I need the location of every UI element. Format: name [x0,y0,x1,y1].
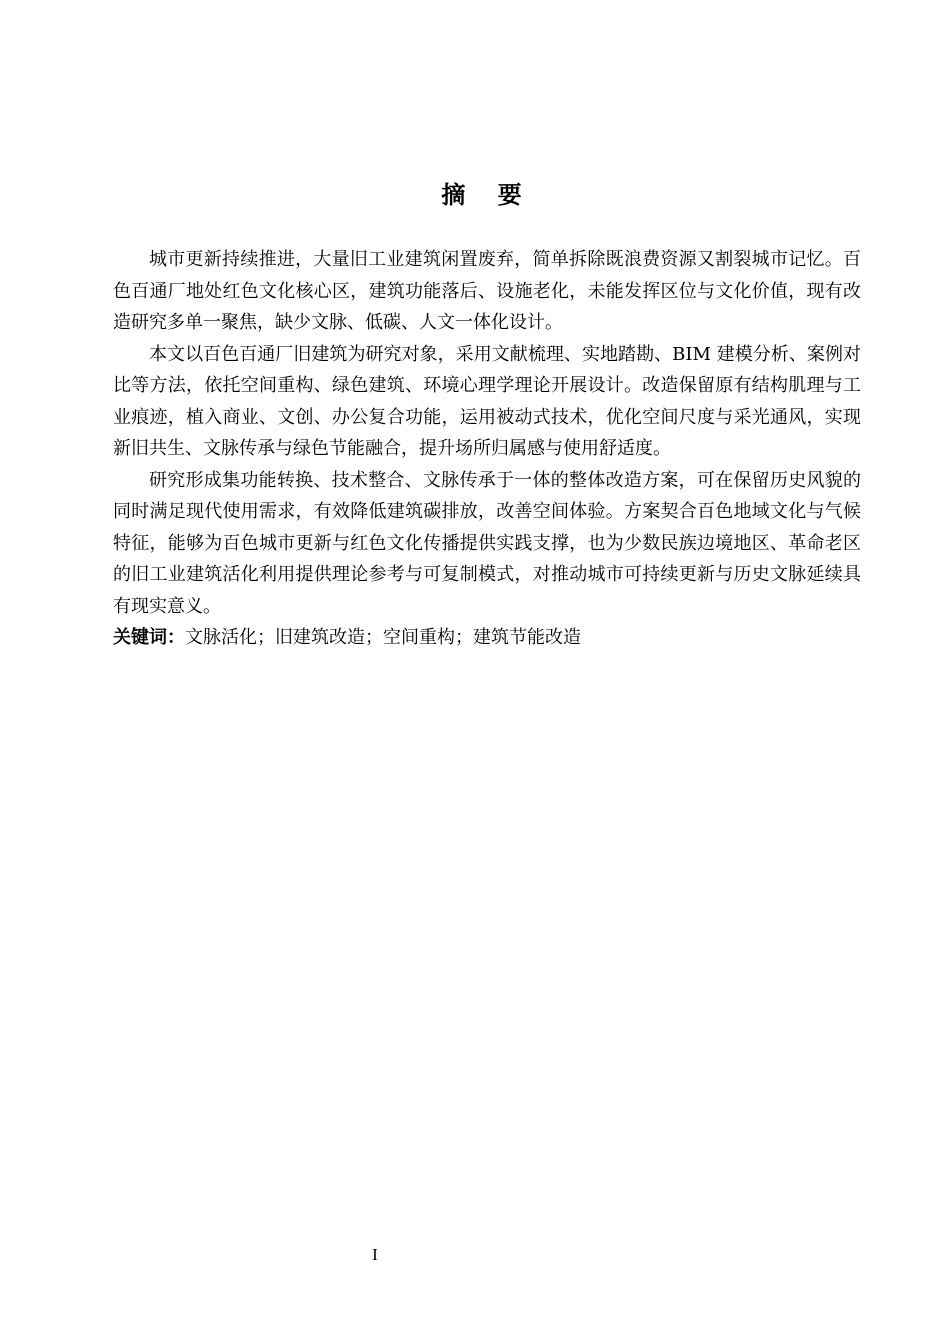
abstract-body [113,244,861,654]
keywords-value: 文脉活化；旧建筑改造；空间重构；建筑节能改造 [185,627,581,648]
abstract-paragraph-1: 城市更新持续推进，大量旧工业建筑闲置废弃，简单拆除既浪费资源又割裂城市记忆。百色百通厂地处红色文化核心区，建筑功能落后、设施老化，未能发挥区位与文化价值，现有改造研究多单一聚焦，缺少文脉、低碳、人文一体化设计。 [113,249,861,333]
keywords-label: 关键词： [113,627,185,648]
page-number: I [372,1245,378,1264]
keywords-line [113,622,861,654]
abstract-paragraph-3: 研究形成集功能转换、技术整合、文脉传承于一体的整体改造方案，可在保留历史风貌的同时满足现代使用需求，有效降低建筑碳排放，改善空间体验。方案契合百色地域文化与气候特征，能够为百色城市更新与红色文化传播提供实践支撑，也为少数民族边境地区、革命老区的旧工业建筑活化利用提供理论参考与可复制模式，对推动城市可持续更新与历史文脉延续具有现实意义。 [113,469,861,617]
abstract-title: 摘 要 [441,181,534,209]
abstract-paragraph-2: 本文以百色百通厂旧建筑为研究对象，采用文献梳理、实地踏勘、BIM 建模分析、案例对比等方法，依托空间重构、绿色建筑、环境心理学理论开展设计。改造保留原有结构肌理与工业痕迹，植入商业、文创、办公复合功能，运用被动式技术，优化空间尺度与采光通风，实现新旧共生、文脉传承与绿色节能融合，提升场所归属感与使用舒适度。 [113,343,861,459]
